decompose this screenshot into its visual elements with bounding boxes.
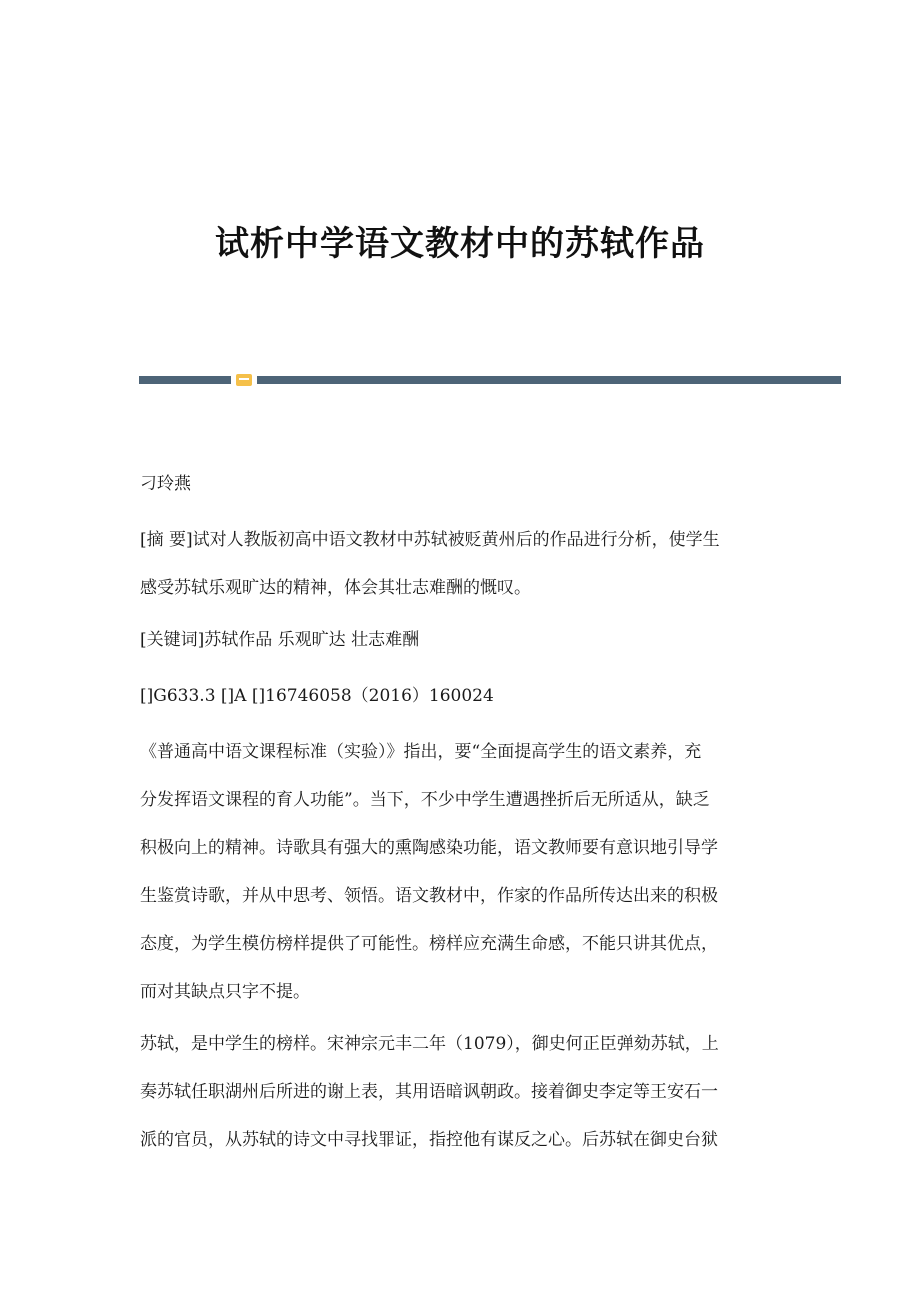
paragraph-line: 奏苏轼任职湖州后所进的谢上表，其用语暗讽朝政。接着御史李定等王安石一 [140, 1082, 718, 1102]
author: 刁玲燕 [140, 474, 191, 494]
paragraph-1 [140, 735, 780, 1009]
paragraph-line: 派的官员，从苏轼的诗文中寻找罪证，指控他有谋反之心。后苏轼在御史台狱 [140, 1130, 718, 1150]
paragraph-line: 而对其缺点只字不提。 [140, 982, 310, 1002]
abstract [140, 523, 780, 605]
paragraph-2 [140, 1027, 780, 1157]
paragraph-line: 态度，为学生模仿榜样提供了可能性。榜样应充满生命感，不能只讲其优点， [140, 934, 718, 954]
document-body [140, 467, 780, 1175]
title-divider [139, 374, 841, 386]
paragraph-line: 生鉴赏诗歌，并从中思考、领悟。语文教材中，作家的作品所传达出来的积极 [140, 886, 718, 906]
divider-bar-left [139, 376, 231, 384]
document-badge-icon [236, 374, 252, 386]
keywords: [关键词]苏轼作品 乐观旷达 壮志难酬 [140, 630, 420, 650]
paragraph-line: 苏轼，是中学生的榜样。宋神宗元丰二年（1079），御史何正臣弹劾苏轼，上 [140, 1034, 719, 1054]
paragraph-line: 积极向上的精神。诗歌具有强大的熏陶感染功能，语文教师要有意识地引导学 [140, 838, 718, 858]
paragraph-line: 《普通高中语文课程标准（实验）》指出，要“全面提高学生的语文素养，充 [140, 742, 702, 762]
document-title: 试析中学语文教材中的苏轼作品 [215, 224, 705, 264]
classification-codes: []G633.3 []A []16746058（2016）160024 [140, 686, 494, 706]
paragraph-line: 分发挥语文课程的育人功能”。当下，不少中学生遭遇挫折后无所适从，缺乏 [140, 790, 710, 810]
divider-bar-right [257, 376, 841, 384]
abstract-line: [摘 要]试对人教版初高中语文教材中苏轼被贬黄州后的作品进行分析，使学生 [140, 530, 720, 550]
abstract-line: 感受苏轼乐观旷达的精神，体会其壮志难酬的慨叹。 [140, 578, 531, 598]
